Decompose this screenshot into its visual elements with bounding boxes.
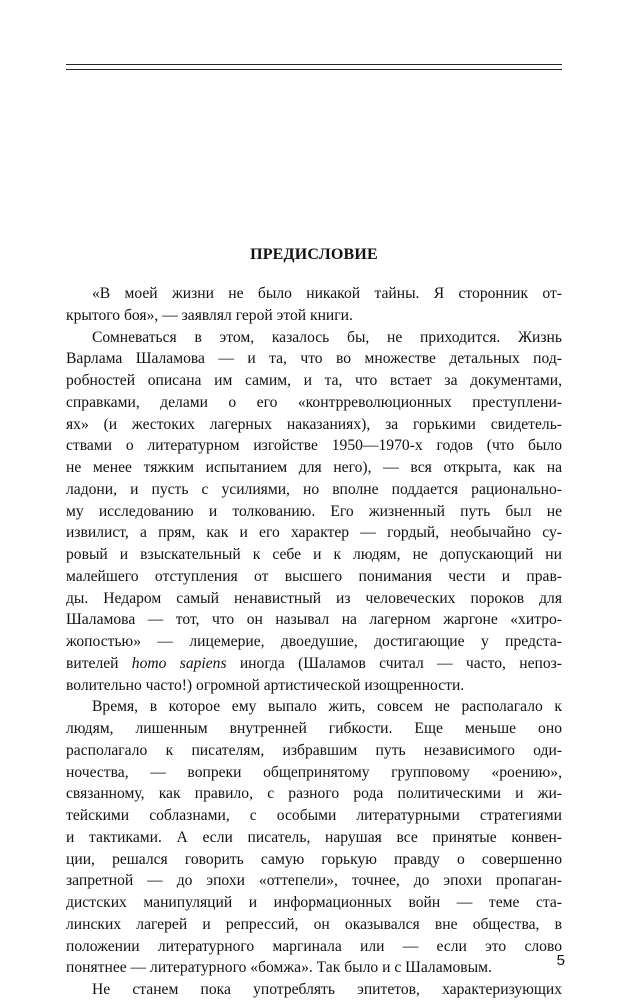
text-line: ды. Недаром самый ненавистный из человеческих пороков для: [66, 589, 562, 607]
text-line: не менее тяжким испытанием для него), — вся открыта, как на: [66, 459, 562, 476]
text-line: ции, решался говорить самую горькую правду о совершенно: [66, 850, 562, 868]
text-line: людям, лишенным внутренней гибкости. Еще меньше оно: [66, 720, 562, 737]
text-line: извилист, а прям, как и его характер — гордый, необычайно су-: [66, 524, 562, 542]
text-line: вителей homo sapiens иногда (Шаламов считал — часто, непоз-: [66, 654, 562, 672]
text-line: робностей описана им самим, и та, что встает за документами,: [66, 372, 562, 389]
text-line: и тактиками. А если писатель, нарушая все принятые конвен-: [66, 828, 562, 846]
text-line: Сомневаться в этом, казалось бы, не приходится. Жизнь: [92, 328, 562, 346]
text-line: положении литературного маргинала или — если это слово: [66, 937, 562, 955]
paragraph-3: [66, 696, 562, 979]
paragraph-1: [66, 283, 562, 327]
chapter-title: ПРЕДИСЛОВИЕ: [250, 246, 378, 263]
text-line: жопостью» — лицемерие, двоедушие, достигающие у предста-: [66, 633, 562, 650]
text-line: дистских манипуляций и информационных войн — теме ста-: [66, 894, 562, 911]
text-line: му исследованию и толкованию. Его жизненный путь был не: [66, 502, 562, 520]
text-line: располагало к писателям, избравшим путь независимого оди-: [66, 741, 562, 759]
text-line: ях» (и жестоких лагерных наказаниях), за горькими свидетель-: [66, 415, 562, 433]
text-line: ствами о литературном изгойстве 1950—1970-х годов (что было: [66, 437, 562, 455]
text-line: Шаламова — тот, что он называл на лагерном жаргоне «хитро-: [66, 611, 562, 629]
text-line: ровый и взыскательный к себе и к людям, не допускающий ни: [66, 546, 562, 563]
text-line: Варлама Шаламова — и та, что во множестве детальных под-: [66, 350, 562, 368]
page-number: 5: [556, 952, 565, 969]
text-line: Время, в которое ему выпало жить, совсем не располагало к: [92, 698, 562, 716]
text-line: понятнее — литературного «бомжа». Так было и с Шаламовым.: [66, 959, 492, 977]
paragraph-4: [66, 979, 562, 1001]
header-rule-bottom: [66, 69, 562, 70]
text-line: волительно часто!) огромной артистической изощренности.: [66, 676, 465, 694]
paragraph-2: [66, 327, 562, 697]
text-line: крытого боя», — заявлял герой этой книги.: [66, 306, 353, 324]
text-line: запретной — до эпохи «оттепели», точнее, до эпохи пропаган-: [66, 872, 562, 890]
header-rule-top: [66, 64, 562, 65]
body-text: [66, 283, 562, 1001]
text-line: малейшего отступления от высшего понимания чести и прав-: [66, 567, 562, 585]
text-line: ладони, и пусть с усилиями, но вполне поддается рационально-: [66, 480, 562, 498]
text-line: «В моей жизни не было никакой тайны. Я сторонник от-: [92, 285, 562, 302]
italic-term: homo sapiens: [131, 654, 227, 672]
text-line: ночества, — вопреки общепринятому групповому «роению»,: [66, 763, 562, 781]
text-line: справками, делами о его «контрреволюционных преступлени-: [66, 393, 562, 411]
text-line: тейскими соблазнами, с особыми литературными стратегиями: [66, 807, 562, 824]
text-line: связанному, как правило, с разного рода политическими и жи-: [66, 785, 562, 803]
text-line: линских лагерей и репрессий, он оказывался вне общества, в: [66, 915, 562, 933]
text-line: Не станем пока употреблять эпитетов, характеризующих: [92, 981, 562, 998]
